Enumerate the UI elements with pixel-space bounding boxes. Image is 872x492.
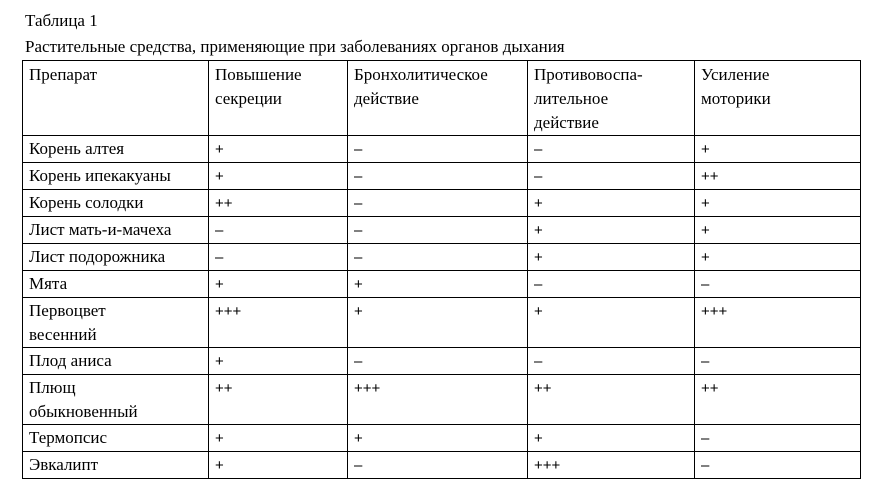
secretion-value: +++ xyxy=(209,298,348,348)
secretion-value: + xyxy=(209,425,348,452)
anti-inflammatory-value: ++ xyxy=(528,375,695,425)
bronchodilator-value: – xyxy=(348,217,528,244)
preparation-name-line: Корень ипекакуаны xyxy=(29,166,171,185)
anti-inflammatory-value: + xyxy=(528,298,695,348)
anti-inflammatory-value: + xyxy=(528,425,695,452)
preparation-name xyxy=(23,244,209,271)
motility-value: – xyxy=(695,348,861,375)
motility-value: – xyxy=(695,271,861,298)
header-bronchodilator: Бронхолитическое действие xyxy=(348,61,528,136)
bronchodilator-value: – xyxy=(348,163,528,190)
preparation-name-line: Плод аниса xyxy=(29,351,112,370)
motility-value: + xyxy=(695,217,861,244)
preparation-name xyxy=(23,163,209,190)
preparation-name-line: Лист подорожника xyxy=(29,247,166,266)
secretion-value: – xyxy=(209,244,348,271)
anti-inflammatory-value: +++ xyxy=(528,452,695,479)
preparation-name xyxy=(23,217,209,244)
table-row xyxy=(23,244,861,271)
secretion-value: + xyxy=(209,452,348,479)
preparation-name-line: весенний xyxy=(29,325,97,344)
bronchodilator-value: – xyxy=(348,348,528,375)
preparation-name-line: Корень солодки xyxy=(29,193,144,212)
preparation-name xyxy=(23,136,209,163)
secretion-value: + xyxy=(209,348,348,375)
bronchodilator-value: +++ xyxy=(348,375,528,425)
preparation-name xyxy=(23,190,209,217)
table-row xyxy=(23,348,861,375)
anti-inflammatory-value: – xyxy=(528,271,695,298)
plant-remedies-table xyxy=(22,60,861,479)
secretion-value: ++ xyxy=(209,190,348,217)
bronchodilator-value: + xyxy=(348,271,528,298)
anti-inflammatory-value: + xyxy=(528,217,695,244)
bronchodilator-value: – xyxy=(348,190,528,217)
motility-value: + xyxy=(695,244,861,271)
table-row xyxy=(23,217,861,244)
table-row xyxy=(23,298,861,348)
preparation-name-line: Эвкалипт xyxy=(29,455,99,474)
table-row xyxy=(23,375,861,425)
secretion-value: + xyxy=(209,136,348,163)
bronchodilator-value: + xyxy=(348,298,528,348)
table-row xyxy=(23,271,861,298)
preparation-name-line: Лист мать-и-мачеха xyxy=(29,220,172,239)
preparation-name xyxy=(23,452,209,479)
table-header-row xyxy=(23,61,861,136)
bronchodilator-value: + xyxy=(348,425,528,452)
secretion-value: ++ xyxy=(209,375,348,425)
bronchodilator-value: – xyxy=(348,136,528,163)
header-preparation: Препарат xyxy=(23,61,209,136)
preparation-name xyxy=(23,425,209,452)
motility-value: +++ xyxy=(695,298,861,348)
motility-value: ++ xyxy=(695,375,861,425)
preparation-name xyxy=(23,271,209,298)
preparation-name-line: Мята xyxy=(29,274,68,293)
preparation-name-line: Плющ xyxy=(29,378,76,397)
secretion-value: – xyxy=(209,217,348,244)
preparation-name xyxy=(23,375,209,425)
preparation-name-line: Термопсис xyxy=(29,428,108,447)
anti-inflammatory-value: – xyxy=(528,136,695,163)
header-secretion: Повышение секреции xyxy=(209,61,348,136)
header-anti-inflammatory: Противовоспа- лительное действие xyxy=(528,61,695,136)
bronchodilator-value: – xyxy=(348,244,528,271)
secretion-value: + xyxy=(209,163,348,190)
preparation-name-line: обыкновенный xyxy=(29,402,138,421)
secretion-value: + xyxy=(209,271,348,298)
bronchodilator-value: – xyxy=(348,452,528,479)
anti-inflammatory-value: + xyxy=(528,190,695,217)
table-row xyxy=(23,163,861,190)
table-row xyxy=(23,136,861,163)
table-row xyxy=(23,190,861,217)
table-row xyxy=(23,452,861,479)
motility-value: – xyxy=(695,452,861,479)
table-row xyxy=(23,425,861,452)
header-motility: Усиление моторики xyxy=(695,61,861,136)
preparation-name-line: Корень алтея xyxy=(29,139,125,158)
anti-inflammatory-value: – xyxy=(528,163,695,190)
motility-value: ++ xyxy=(695,163,861,190)
preparation-name-line: Первоцвет xyxy=(29,301,106,320)
table-number: Таблица 1 xyxy=(25,11,98,30)
motility-value: – xyxy=(695,425,861,452)
preparation-name xyxy=(23,298,209,348)
motility-value: + xyxy=(695,190,861,217)
table-title: Растительные средства, применяющие при заболеваниях органов дыхания xyxy=(25,37,565,56)
preparation-name xyxy=(23,348,209,375)
anti-inflammatory-value: – xyxy=(528,348,695,375)
motility-value: + xyxy=(695,136,861,163)
anti-inflammatory-value: + xyxy=(528,244,695,271)
